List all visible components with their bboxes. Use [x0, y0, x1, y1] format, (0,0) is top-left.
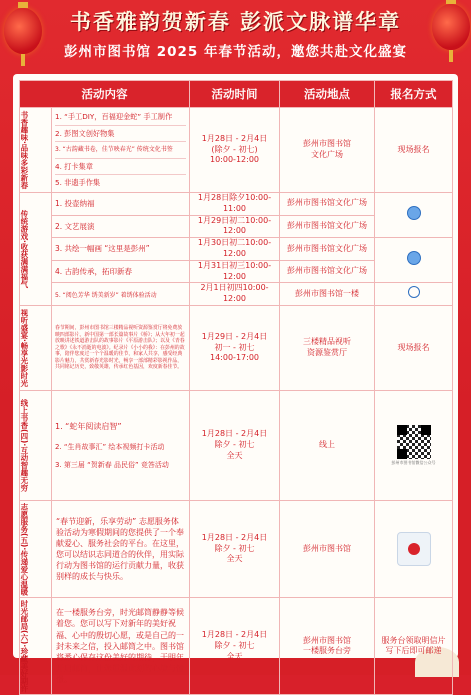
- place-cell: [280, 305, 375, 390]
- table-row: [20, 305, 453, 390]
- header-signup: 报名方式: [375, 81, 453, 108]
- list-item: 5. 非遗手作集: [55, 178, 101, 188]
- place-line: 一楼服务台旁: [303, 646, 351, 656]
- table-row: [20, 500, 453, 597]
- list-item: 3. “古韵藏书卷，佳节映春光” 传统文化书签: [55, 142, 186, 159]
- items-cell: [52, 108, 190, 193]
- qr-code-icon[interactable]: [397, 532, 431, 566]
- place-cell: 彭州市图书馆: [280, 500, 375, 597]
- place-line: 彭州市图书馆: [303, 635, 351, 645]
- time-line: 1月28日 - 2月4日: [201, 532, 268, 542]
- list-item: 1. “手工DIY，百福迎金蛇” 手工制作: [55, 109, 186, 126]
- category-cell: [20, 390, 52, 500]
- time-line: 1月28日 - 2月4日: [201, 630, 268, 640]
- signup-cell: [375, 193, 453, 238]
- time-line: 10:00-12:00: [210, 155, 259, 165]
- poster-title: 书香雅韵贺新春 彭派文脉谱华章: [69, 9, 402, 34]
- table-row: [20, 108, 453, 193]
- list-item: 4. 打卡集章: [55, 159, 186, 176]
- signup-cell: [375, 500, 453, 597]
- signup-cell: [375, 283, 453, 306]
- time-cell: 1月31日初三10:00-12:00: [190, 260, 280, 283]
- list-item: 3. 第三届 “贺新春 品民俗” 竞答活动: [55, 460, 169, 469]
- description-text: “春节迎新，乐享劳动” 志愿服务体验活动为寒假期间的您提供了一个奉献爱心、服务社会的平台。在这里，您可以结识志同道合的伙伴，用实际行动为图书馆的运行贡献力量，收获别样的成长与快乐。: [56, 516, 184, 582]
- list-item: 2. 文艺展演: [52, 215, 190, 238]
- time-cell: [190, 390, 280, 500]
- poster-subtitle: 彭州市图书馆 2025 年春节活动，邀您共赴文化盛宴: [64, 44, 407, 60]
- signup-cell: [375, 390, 453, 500]
- signup-cell: 服务台领取明信片写下后即可邮递: [375, 598, 453, 695]
- time-cell: [190, 500, 280, 597]
- category-label: 书香趣味·品味多彩新春: [19, 111, 29, 189]
- time-line: 1月29日 - 2月4日: [201, 331, 268, 341]
- category-label: 视听盛宴·畅享光影时光: [19, 309, 29, 387]
- place-line: 三楼精品视听: [303, 337, 351, 347]
- time-line: 全天: [226, 450, 243, 460]
- table-header-row: [20, 81, 453, 108]
- time-line: 全天: [226, 651, 243, 661]
- time-cell: 1月30日初二10:00-12:00: [190, 238, 280, 261]
- time-line: 除夕 - 初七: [214, 440, 255, 450]
- place-cell: 彭州市图书馆文化广场: [280, 238, 375, 261]
- category-label: 志愿服务(五)·传递爱心温暖: [19, 502, 29, 596]
- signup-cell: 现场报名: [375, 108, 453, 193]
- description-cell: [52, 500, 190, 597]
- qr-code-icon[interactable]: [397, 425, 431, 459]
- time-cell: [190, 108, 280, 193]
- category-cell: [20, 305, 52, 390]
- place-cell: 彭州市图书馆一楼: [280, 283, 375, 306]
- place-cell: 彭州市图书馆文化广场: [280, 260, 375, 283]
- list-item: 3. 共绘一幅画 “这里是彭州”: [52, 238, 190, 261]
- table-row: [20, 193, 453, 216]
- time-cell: [190, 598, 280, 695]
- time-line: 1月28日 - 2月4日: [201, 429, 268, 439]
- place-cell: [280, 598, 375, 695]
- time-line: 14:00-17:00: [210, 353, 259, 363]
- time-line: 1月28日 - 2月4日: [201, 133, 268, 143]
- time-line: 初一 - 初七: [214, 342, 255, 352]
- place-line: 资源鉴赏厅: [307, 347, 347, 357]
- header-time: 活动时间: [190, 81, 280, 108]
- qr-code-icon[interactable]: [407, 206, 421, 220]
- list-item: 4. 古韵传承，拓印新春: [52, 260, 190, 283]
- list-item: 2. “生肖故事汇” 绘本视频打卡活动: [55, 442, 165, 451]
- place-cell: 线上: [280, 390, 375, 500]
- category-label: 线上书香(四)·互动智趣无穷: [19, 399, 29, 492]
- time-line: 全天: [226, 554, 243, 564]
- list-item: 1. “蛇年阅读启智”: [55, 421, 122, 431]
- time-line: (除夕 - 初七): [211, 144, 258, 154]
- place-line: 彭州市图书馆: [303, 139, 351, 149]
- category-cell: [20, 598, 52, 695]
- time-cell: [190, 305, 280, 390]
- table-row: [20, 390, 453, 500]
- category-label: 传统游戏·收获满满福气: [19, 210, 29, 288]
- time-cell: 1月28日除夕10:00-11:00: [190, 193, 280, 216]
- time-cell: 2月1日初四10:00-12:00: [190, 283, 280, 306]
- activity-table: [19, 80, 453, 695]
- category-cell: [20, 500, 52, 597]
- qr-code-icon[interactable]: [407, 251, 421, 265]
- table-row: [20, 283, 453, 306]
- table-row: [20, 238, 453, 261]
- time-line: 除夕 - 初七: [214, 640, 255, 650]
- time-line: 除夕 - 初七: [214, 543, 255, 553]
- items-cell: [52, 390, 190, 500]
- category-cell: [20, 193, 52, 306]
- category-label: 时光邮局(六)·珍藏美好期许: [19, 600, 29, 693]
- header-place: 活动地点: [280, 81, 375, 108]
- list-item: 1. 投壶纳福: [52, 193, 190, 216]
- table-row: [20, 598, 453, 695]
- header-content: 活动内容: [20, 81, 190, 108]
- category-cell: [20, 108, 52, 193]
- signup-cell: [375, 238, 453, 283]
- list-item: 5. “阅色芳华 绣美新岁” 着绣体验活动: [52, 283, 190, 306]
- signup-cell: 现场报名: [375, 305, 453, 390]
- description-cell: [52, 598, 190, 695]
- qr-caption: 彭州市图书馆微信公众号: [391, 460, 436, 466]
- place-cell: 彭州市图书馆文化广场: [280, 193, 375, 216]
- place-line: 文化广场: [311, 150, 343, 159]
- description-cell: [52, 305, 190, 390]
- list-item: 2. 彭图文创好物集: [55, 126, 186, 143]
- time-cell: 1月29日初二10:00-12:00: [190, 215, 280, 238]
- place-cell: [280, 108, 375, 193]
- stamp-icon: [408, 286, 420, 298]
- description-text: 春节期间，彭州市图书馆三楼精品视听资源鉴赏厅将免费放映四部影片。新中国第一部长篇故事片《桥》；从大年初一起放映讲述铁道游击队的故事影片《平原游击队》；以及《青春之歌》《永不消逝的电波》。纪录片《小小的我》：在彭州的故事，陪伴您度过一个个温暖的佳节，和家人共享，感受经典影片魅力，共赏新春光影时光，畅享一部部精彩影视作品，共同铭记历史，致敬英雄，传承红色基因，欢度新春佳节。: [55, 325, 185, 371]
- description-text: 在一楼服务台旁，时光邮筒静静等候着您。您可以写下对新年的美好祝福、心中的殷切心愿，或是自己的一封未来之信，投入邮筒之中。图书馆将悉心保存这份美好的期待，于明年开启邮筒，让您重温此刻的心境与憧憬。: [56, 608, 184, 685]
- place-cell: 彭州市图书馆文化广场: [280, 215, 375, 238]
